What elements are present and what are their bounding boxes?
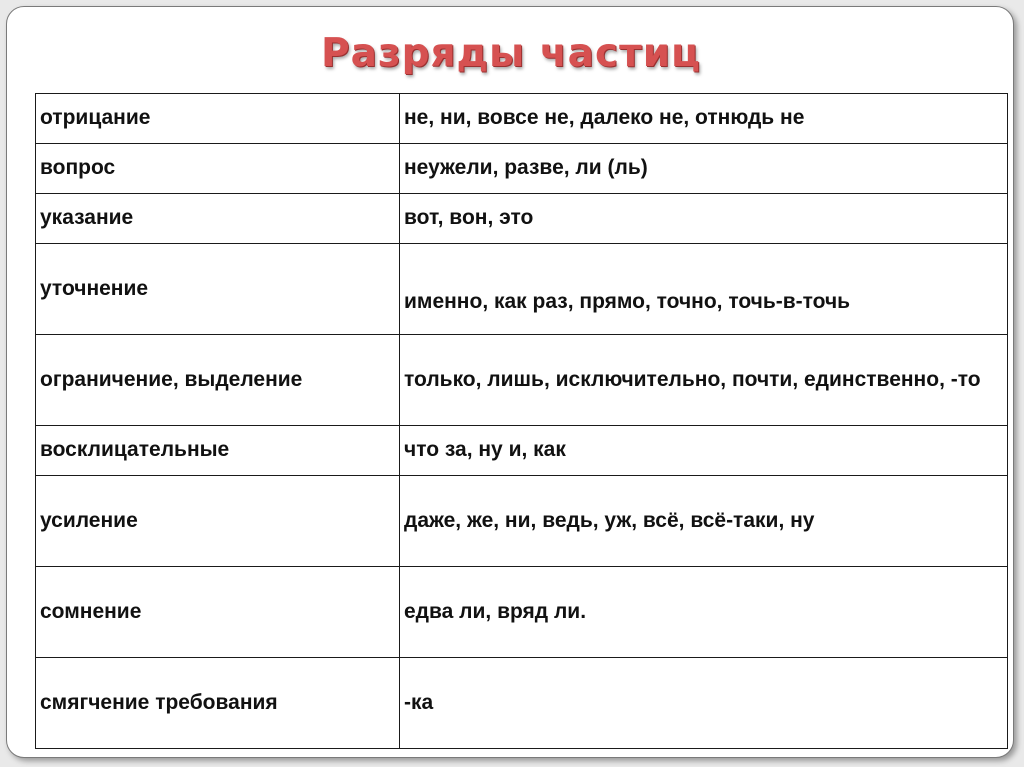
category-cell: смягчение требования xyxy=(36,658,400,749)
particles-cell: только, лишь, исключительно, почти, единственно, -то xyxy=(400,335,1008,426)
particles-cell: именно, как раз, прямо, точно, точь-в-точь xyxy=(400,244,1008,335)
table-row xyxy=(36,194,1008,244)
category-cell: указание xyxy=(36,194,400,244)
category-cell: вопрос xyxy=(36,144,400,194)
particles-cell: даже, же, ни, ведь, уж, всё, всё-таки, ну xyxy=(400,476,1008,567)
category-cell: сомнение xyxy=(36,567,400,658)
category-cell: усиление xyxy=(36,476,400,567)
table-row xyxy=(36,94,1008,144)
particles-cell: не, ни, вовсе не, далеко не, отнюдь не xyxy=(400,94,1008,144)
particles-cell: едва ли, вряд ли. xyxy=(400,567,1008,658)
category-cell: ограничение, выделение xyxy=(36,335,400,426)
table-row xyxy=(36,335,1008,426)
slide-title: Разряды частиц xyxy=(321,31,701,76)
table-row xyxy=(36,426,1008,476)
slide xyxy=(6,6,1014,758)
category-cell: уточнение xyxy=(36,244,400,335)
particles-cell: вот, вон, это xyxy=(400,194,1008,244)
category-cell: восклицательные xyxy=(36,426,400,476)
table-row xyxy=(36,244,1008,335)
particles-cell: что за, ну и, как xyxy=(400,426,1008,476)
particles-cell: -ка xyxy=(400,658,1008,749)
table-row xyxy=(36,476,1008,567)
table-row xyxy=(36,567,1008,658)
particles-table xyxy=(35,93,1008,749)
category-cell: отрицание xyxy=(36,94,400,144)
particles-cell: неужели, разве, ли (ль) xyxy=(400,144,1008,194)
table-row xyxy=(36,658,1008,749)
table-row xyxy=(36,144,1008,194)
